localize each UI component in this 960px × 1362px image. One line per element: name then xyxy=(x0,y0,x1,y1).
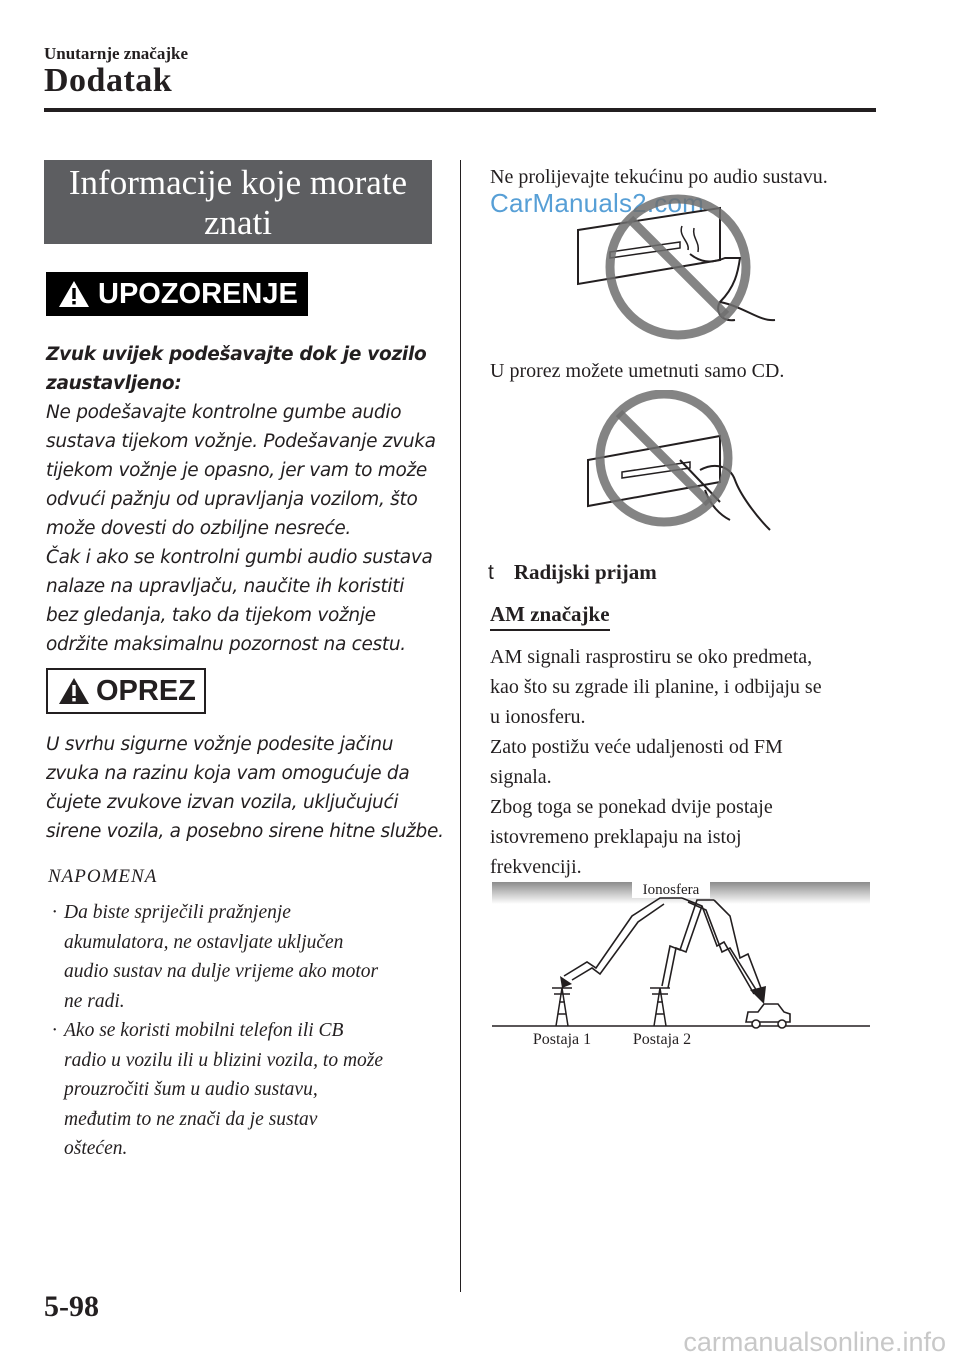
radio-tower-icon xyxy=(650,988,670,1026)
warning-triangle-icon xyxy=(58,280,90,308)
no-liquid-illustration xyxy=(570,192,780,342)
note-line: · Da biste spriječili pražnjenje xyxy=(64,902,291,923)
caution-line: sirene vozila, a posebno sirene hitne službe. xyxy=(46,821,444,842)
station-2-label: Postaja 2 xyxy=(632,1031,692,1048)
warning-line: Ne podešavajte kontrolne gumbe audio xyxy=(46,402,402,423)
am-line: istovremeno preklapaju na istoj xyxy=(490,826,742,848)
am-line: kao što su zgrade ili planine, i odbijaju se xyxy=(490,676,822,698)
warning-line: održite maksimalnu pozornost na cestu. xyxy=(46,634,406,655)
caution-line: čujete zvukove izvan vozila, uključujući xyxy=(46,792,399,813)
page-title: Dodatak xyxy=(44,62,173,99)
caution-line: zvuka na razinu koja vam omogućuje da xyxy=(46,763,410,784)
warning-badge-label: UPOZORENJE xyxy=(98,277,298,310)
warning-line: nalaze na upravljaču, naučite ih koristiti xyxy=(46,576,405,597)
note-line: audio sustav na dulje vrijeme ako motor xyxy=(64,961,379,982)
note-line: prouzročiti šum u audio sustavu, xyxy=(64,1079,318,1100)
caution-line: U svrhu sigurne vožnje podesite jačinu xyxy=(46,734,394,755)
caution-badge-label: OPREZ xyxy=(96,674,196,707)
am-body xyxy=(490,642,880,882)
note-item xyxy=(48,898,443,1016)
station-1-label: Postaja 1 xyxy=(532,1031,592,1048)
warning-line: odvući pažnju od upravljanja vozilom, što xyxy=(46,489,418,510)
caution-text xyxy=(46,730,456,846)
note-title: NAPOMENA xyxy=(48,866,158,887)
note-line: radio u vozilu ili u blizini vozila, to može xyxy=(64,1049,384,1071)
signal-arrowhead xyxy=(750,986,766,1004)
liquid-warning-text: Ne prolijevajte tekućinu po audio sustavu. xyxy=(490,166,828,188)
warning-line: tijekom vožnje je opasno, jer vam to može xyxy=(46,460,427,481)
info-banner xyxy=(44,160,432,244)
watermark-text: CarManuals2.com xyxy=(490,188,704,218)
footer-site-watermark: carmanualsonline.info xyxy=(683,1327,946,1357)
am-line: Zbog toga se ponekad dvije postaje xyxy=(490,796,773,818)
am-line: u ionosferu. xyxy=(490,706,586,728)
section-kicker: Unutarnje značajke xyxy=(44,44,189,63)
section-heading-label: Radijski prijam xyxy=(513,560,657,584)
am-line: Zato postižu veće udaljenosti od FM xyxy=(490,736,783,758)
warning-text xyxy=(46,340,446,659)
note-line: oštećen. xyxy=(64,1138,128,1159)
note-line: · Ako se koristi mobilni telefon ili CB xyxy=(64,1020,344,1041)
caution-badge xyxy=(46,668,206,714)
cd-only-text: U prorez možete umetnuti samo CD. xyxy=(490,360,785,382)
signal-arrowhead xyxy=(560,976,572,988)
note-list xyxy=(48,898,443,1164)
am-heading: AM značajke xyxy=(490,602,610,631)
warning-line: bez gledanja, tako da tijekom vožnje xyxy=(46,605,376,626)
no-foreign-object-illustration xyxy=(580,390,790,540)
header-rule xyxy=(44,108,876,112)
warning-line: sustava tijekom vožnje. Podešavanje zvuka xyxy=(46,431,436,452)
ionosphere-label: Ionosfera xyxy=(642,882,700,898)
section-mark: t xyxy=(488,561,494,584)
note-line: akumulatora, ne ostavljate uključen xyxy=(64,931,344,953)
note-line: ne radi. xyxy=(64,990,125,1012)
caution-triangle-icon xyxy=(58,677,90,705)
banner-line-1: Informacije koje morate xyxy=(68,163,408,202)
note-line: međutim to ne znači da je sustav xyxy=(64,1108,318,1130)
page-number: 5-98 xyxy=(44,1290,99,1323)
am-propagation-diagram xyxy=(492,876,874,1056)
am-line: AM signali rasprostiru se oko predmeta, xyxy=(490,646,813,668)
radio-tower-icon xyxy=(552,988,572,1026)
warning-heading-line-2: zaustavljeno: xyxy=(46,373,182,394)
warning-badge xyxy=(46,272,308,316)
column-divider xyxy=(460,160,461,1292)
am-line: signala. xyxy=(490,766,552,788)
warning-line: Čak i ako se kontrolni gumbi audio sustava xyxy=(46,547,433,568)
signal-paths xyxy=(564,898,764,996)
warning-heading-line-1: Zvuk uvijek podešavajte dok je vozilo xyxy=(46,344,427,365)
section-heading xyxy=(488,560,657,585)
car-icon xyxy=(746,1004,790,1028)
warning-line: može dovesti do ozbiljne nesreće. xyxy=(46,518,352,539)
note-item xyxy=(48,1016,443,1164)
am-line: frekvenciji. xyxy=(490,856,582,878)
banner-line-2: znati xyxy=(203,203,273,242)
